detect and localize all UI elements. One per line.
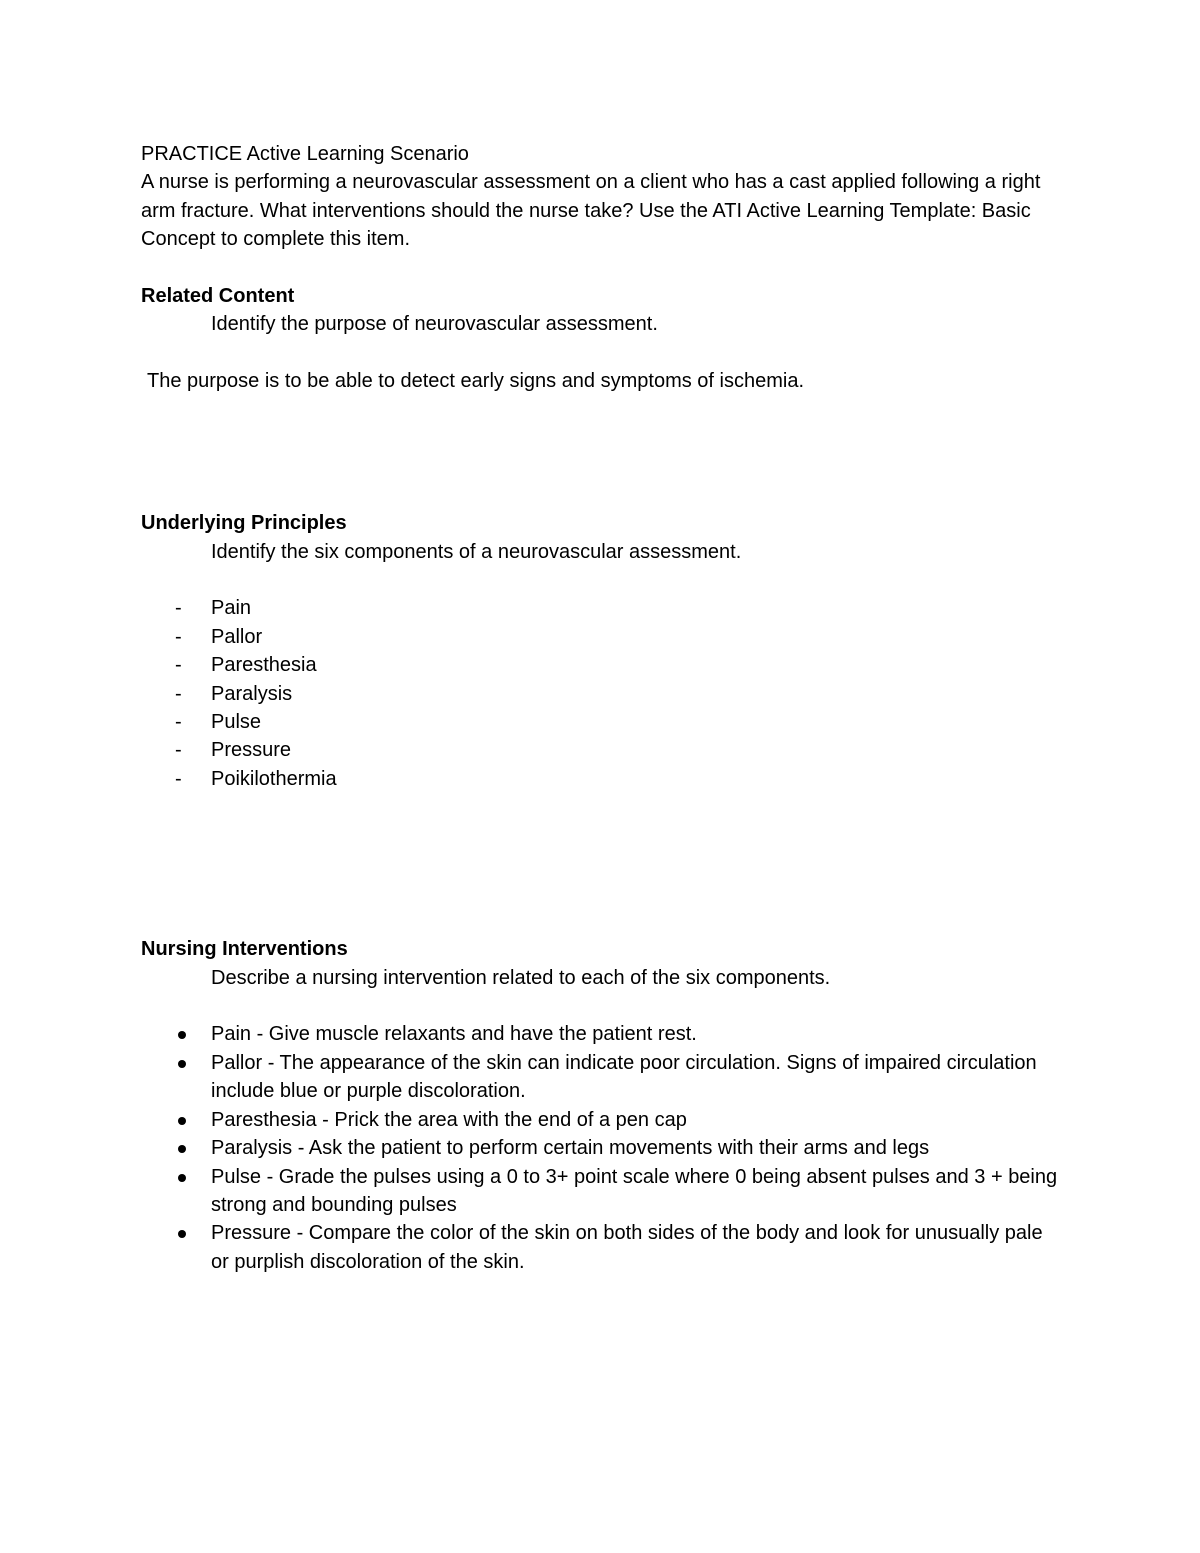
list-item-text: Pressure - Compare the color of the skin on both sides of the body and look for unusually pale or purplish discoloration of the skin. [211, 1222, 1043, 1273]
bullet-icon [178, 1174, 186, 1182]
dash-marker: - [175, 625, 182, 648]
list-item-text: Pallor [211, 625, 263, 648]
list-item [141, 1134, 1061, 1162]
interventions-list [141, 1020, 1061, 1276]
list-item-text: Paresthesia [211, 654, 317, 677]
list-item-text: Pulse - Grade the pulses using a 0 to 3+ point scale where 0 being absent pulses and 3 + being strong and bounding pulses [211, 1165, 1058, 1216]
list-item-text: Pressure [211, 739, 292, 762]
list-item [141, 1163, 1061, 1220]
list-item-text: Poikilothermia [211, 767, 337, 790]
list-item [141, 1219, 1061, 1276]
dash-marker: - [175, 597, 182, 620]
list-item [141, 623, 1061, 651]
dash-marker: - [175, 682, 182, 705]
underlying-principles-question: Identify the six components of a neurovascular assessment. [211, 540, 742, 563]
related-content-heading: Related Content [141, 285, 295, 308]
list-item [141, 736, 1061, 764]
list-item-text: Pallor - The appearance of the skin can indicate poor circulation. Signs of impaired circulation include blue or purple discoloration. [211, 1051, 1037, 1103]
list-item-text: Paresthesia - Prick the area with the end of a pen cap [211, 1108, 687, 1131]
list-item-text: Pulse [211, 711, 262, 734]
list-item [141, 708, 1061, 736]
bullet-icon [178, 1060, 186, 1068]
underlying-principles-heading: Underlying Principles [141, 512, 347, 535]
bullet-icon [178, 1031, 186, 1039]
bullet-icon [178, 1230, 186, 1238]
document-body [141, 140, 1061, 1276]
list-item-text: Pain - Give muscle relaxants and have the patient rest. [211, 1023, 697, 1046]
list-item [141, 1020, 1061, 1048]
scenario-prompt: A nurse is performing a neurovascular assessment on a client who has a cast applied following a right arm fracture. What interventions should the nurse take? Use the ATI Active Learning Template: Basic Concept to complete this item. [141, 171, 1041, 251]
bullet-icon [178, 1117, 186, 1125]
list-item [141, 765, 1061, 793]
nursing-interventions-heading: Nursing Interventions [141, 938, 348, 961]
list-item-text: Pain [211, 597, 252, 620]
list-item-text: Paralysis - Ask the patient to perform certain movements with their arms and legs [211, 1137, 930, 1160]
dash-marker: - [175, 739, 182, 762]
dash-marker: - [175, 654, 182, 677]
list-item [141, 680, 1061, 708]
scenario-title: PRACTICE Active Learning Scenario [141, 143, 469, 165]
list-item [141, 651, 1061, 679]
related-content-question: Identify the purpose of neurovascular assessment. [211, 313, 658, 336]
nursing-interventions-question: Describe a nursing intervention related to each of the six components. [211, 966, 831, 989]
bullet-icon [178, 1145, 186, 1153]
list-item [141, 1106, 1061, 1134]
related-content-answer: The purpose is to be able to detect early signs and symptoms of ischemia. [147, 370, 805, 393]
components-list [141, 594, 1061, 793]
dash-marker: - [175, 711, 182, 734]
list-item-text: Paralysis [211, 682, 293, 705]
list-item [141, 594, 1061, 622]
dash-marker: - [175, 767, 182, 790]
list-item [141, 1049, 1061, 1106]
